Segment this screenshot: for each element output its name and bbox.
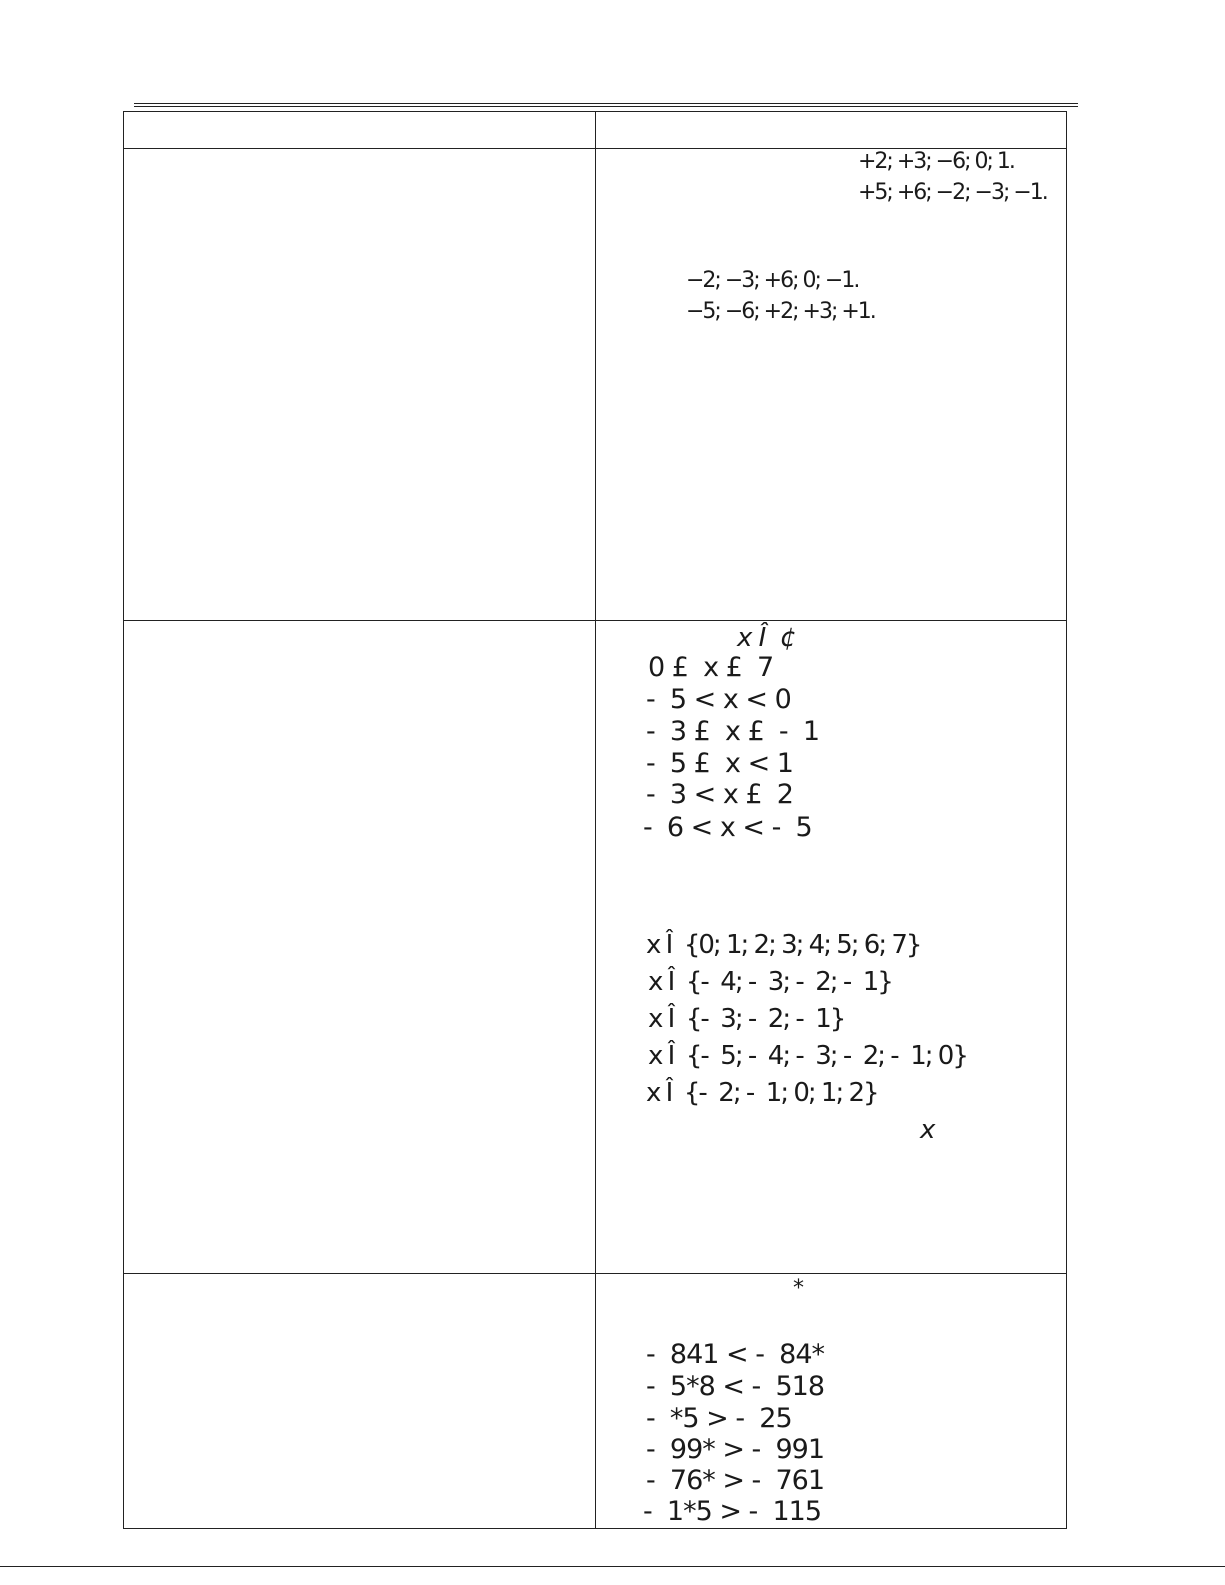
table-column-divider <box>595 111 596 1529</box>
comparison-4: - 99* > - 991 <box>646 1434 824 1465</box>
integer-set-1: x Î {0; 1; 2; 3; 4; 5; 6; 7} <box>646 930 921 960</box>
integer-set-2: x Î {- 4; - 3; - 2; - 1} <box>648 967 892 997</box>
number-list-line-2: +5; +6; −2; −3; −1. <box>858 180 1047 205</box>
integer-set-5: x Î {- 2; - 1; 0; 1; 2} <box>646 1078 878 1108</box>
table-border-right <box>1066 111 1067 1529</box>
comparison-3: - *5 > - 25 <box>646 1403 792 1434</box>
comparison-5: - 76* > - 761 <box>646 1465 824 1496</box>
header-rule-top <box>134 103 1078 104</box>
inequality-6: - 6 < x < - 5 <box>643 812 812 843</box>
comparison-2: - 5*8 < - 518 <box>646 1371 824 1402</box>
number-list-line-1: +2; +3; −6; 0; 1. <box>858 149 1014 174</box>
trailing-variable: x <box>920 1115 935 1145</box>
integer-set-heading: x Î ¢ <box>737 623 796 653</box>
inequality-3: - 3 £ x £ - 1 <box>646 716 820 747</box>
digit-placeholder-heading: * <box>793 1276 803 1301</box>
inequality-1: 0 £ x £ 7 <box>648 652 774 683</box>
inequality-5: - 3 < x £ 2 <box>646 779 793 810</box>
page-bottom-rule <box>0 1566 1225 1567</box>
comparison-6: - 1*5 > - 115 <box>643 1496 821 1527</box>
number-list-line-4: −5; −6; +2; +3; +1. <box>686 299 875 324</box>
integer-set-4: x Î {- 5; - 4; - 3; - 2; - 1; 0} <box>648 1041 967 1071</box>
table-border-left <box>123 111 124 1529</box>
header-rule-bottom <box>134 106 1078 107</box>
number-list-line-3: −2; −3; +6; 0; −1. <box>686 268 859 293</box>
integer-set-3: x Î {- 3; - 2; - 1} <box>648 1004 845 1034</box>
inequality-4: - 5 £ x < 1 <box>646 748 793 779</box>
comparison-1: - 841 < - 84* <box>646 1339 824 1370</box>
inequality-2: - 5 < x < 0 <box>646 684 791 715</box>
